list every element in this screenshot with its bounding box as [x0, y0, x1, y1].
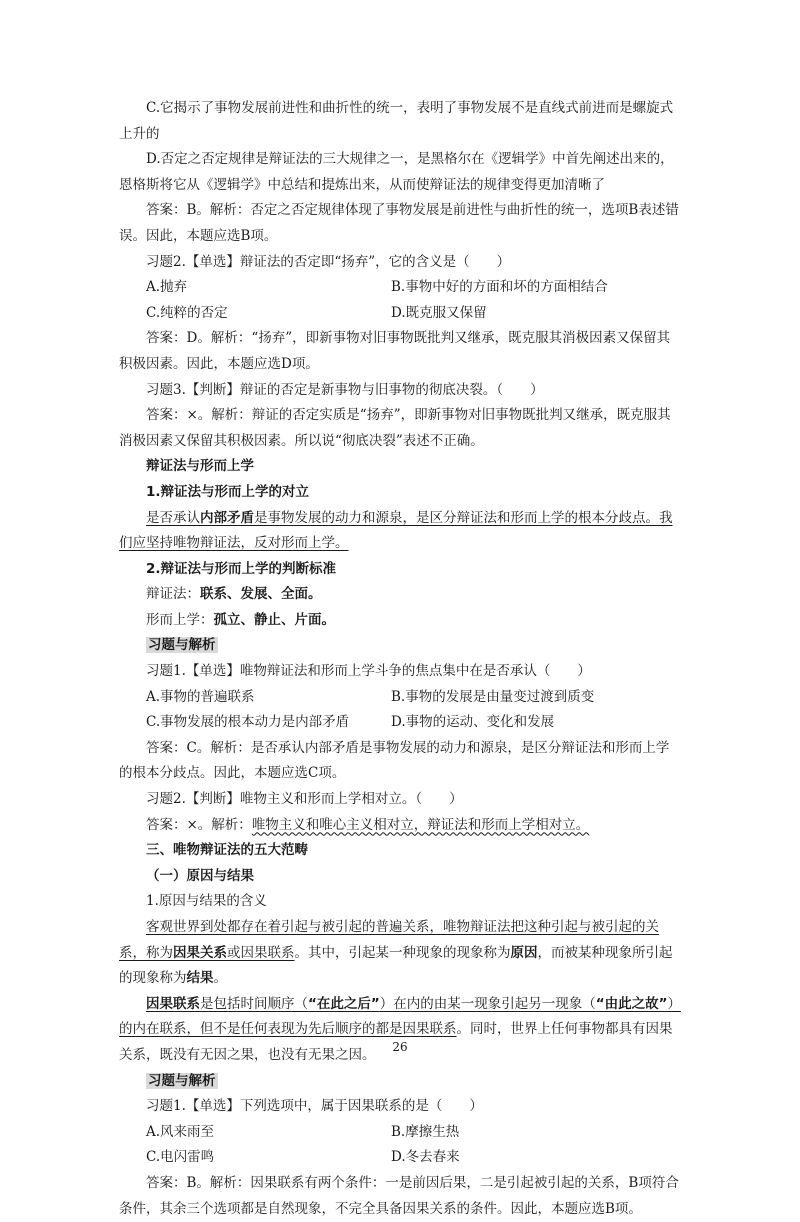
section-heading-3: 三、唯物辩证法的五大范畴: [146, 842, 308, 859]
exercise-2-question-1: 习题1.【单选】下列选项中，属于因果联系的是（ ）: [146, 1098, 483, 1115]
exercise-2-options-row-2: [119, 1145, 682, 1171]
option-d: D.冬去春来: [391, 1149, 460, 1166]
answer-1: 答案：B。解析：否定之否定规律体现了事物发展是前进性与曲折性的统一，选项B表述错误。因此，本题应选B项。: [119, 202, 679, 244]
exercise-1-answer-1: 答案：C。解析：是否承认内部矛盾是事物发展的动力和源泉，是区分辩证法和形而上学的根本分歧点。因此，本题应选C项。: [119, 739, 670, 782]
option-c: C.电闪雷鸣: [146, 1149, 215, 1166]
subsection-cause-effect: （一）原因与结果: [146, 867, 254, 884]
option-b: B.事物的发展是由量变过渡到质变: [391, 688, 595, 705]
question-2-options-row-2: [119, 301, 682, 327]
exercise-1-options-row-2: [119, 710, 682, 736]
option-d: D.既克服又保留: [391, 304, 487, 321]
question-3: 习题3.【判断】辩证的否定是新事物与旧事物的彻底决裂。（ ）: [146, 381, 544, 398]
exercise-1-options-row-1: [119, 685, 682, 711]
section-heading-dialectics: 辩证法与形而上学: [146, 458, 254, 475]
option-c-text: C.它揭示了事物发展前进性和曲折性的统一，表明了事物发展不是直线式前进而是螺旋式上升的: [119, 100, 674, 142]
option-a: A.事物的普遍联系: [146, 688, 255, 705]
page-number: 26: [392, 1040, 408, 1054]
key-term: 内部矛盾: [200, 509, 254, 526]
option-c: C.事物发展的根本动力是内部矛盾: [146, 714, 350, 731]
option-a: A.风来雨至: [146, 1123, 215, 1140]
exercise-1-question-2: 习题2.【判断】唯物主义和形而上学相对立。（ ）: [146, 791, 463, 808]
option-d: D.事物的运动、变化和发展: [391, 714, 555, 731]
exercise-2-options-row-1: [119, 1120, 682, 1146]
exercise-1-question-1: 习题1.【单选】唯物辩证法和形而上学斗争的焦点集中在是否承认（ ）: [146, 663, 591, 680]
criteria-dialectics: 辩证法：联系、发展、全面。: [146, 586, 322, 603]
exercise-tag: 习题与解析: [148, 637, 216, 654]
exercise-tag: 习题与解析: [148, 1072, 216, 1089]
exercise-2-answer-1: 答案：B。解析：因果联系有两个条件：一是前因后果，二是引起被引起的关系，B项符合条件，其余三个选项都是自然现象，不完全具备因果关系的条件。因此，本题应选B项。: [119, 1174, 679, 1217]
question-2: 习题2.【单选】辩证法的否定即“扬弃”，它的含义是（ ）: [146, 253, 511, 270]
option-b: B.摩擦生热: [391, 1123, 460, 1140]
exercise-1-answer-2: 答案：×。解析：唯物主义和唯心主义相对立，辩证法和形而上学相对立。: [146, 816, 590, 833]
answer-2: 答案：D。解析：“扬弃”，即新事物对旧事物既批判又继承，既克服其消极因素又保留其积极因素。因此，本题应选D项。: [119, 330, 671, 372]
subheading-opposition: 1.辩证法与形而上学的对立: [146, 483, 310, 500]
option-a: A.抛弃: [146, 279, 188, 296]
option-b: B.事物中好的方面和坏的方面相结合: [391, 279, 608, 296]
cause-paragraph-2: 因果联系是包括时间顺序（“在此之后”）在内的由某一现象引起另一现象（“由此之故”）的内在联系，但不是任何表现为先后顺序的都是因果联系。同时，世界上任何事物都具有因果关系，既没有无因之果，也没有无果之因。: [119, 995, 681, 1063]
opposition-paragraph: 是否承认内部矛盾是事物发展的动力和源泉，是区分辩证法和形而上学的根本分歧点。我们应坚持唯物辩证法，反对形而上学。: [119, 509, 673, 552]
subheading-criteria: 2.辩证法与形而上学的判断标准: [146, 560, 337, 577]
question-2-options-row-1: [119, 275, 682, 301]
criteria-metaphysics: 形而上学：孤立、静止、片面。: [146, 611, 335, 628]
option-d-text: D.否定之否定规律是辩证法的三大规律之一，是黑格尔在《逻辑学》中首先阐述出来的，恩格斯将它从《逻辑学》中总结和提炼出来，从而使辩证法的规律变得更加清晰了: [119, 151, 674, 193]
cause-paragraph-1: 客观世界到处都存在着引起与被引起的普遍关系，唯物辩证法把这种引起与被引起的关系，称为因果关系或因果联系。其中，引起某一种现象的现象称为原因，而被某种现象所引起的现象称为结果。: [119, 919, 673, 987]
cause-meaning-heading: 1.原因与结果的含义: [146, 893, 267, 910]
answer-3: 答案：×。解析：辩证的否定实质是“扬弃”，即新事物对旧事物既批判又继承，既克服其消极因素又保留其积极因素。所以说“彻底决裂”表述不正确。: [119, 407, 671, 449]
option-c: C.纯粹的否定: [146, 304, 228, 321]
